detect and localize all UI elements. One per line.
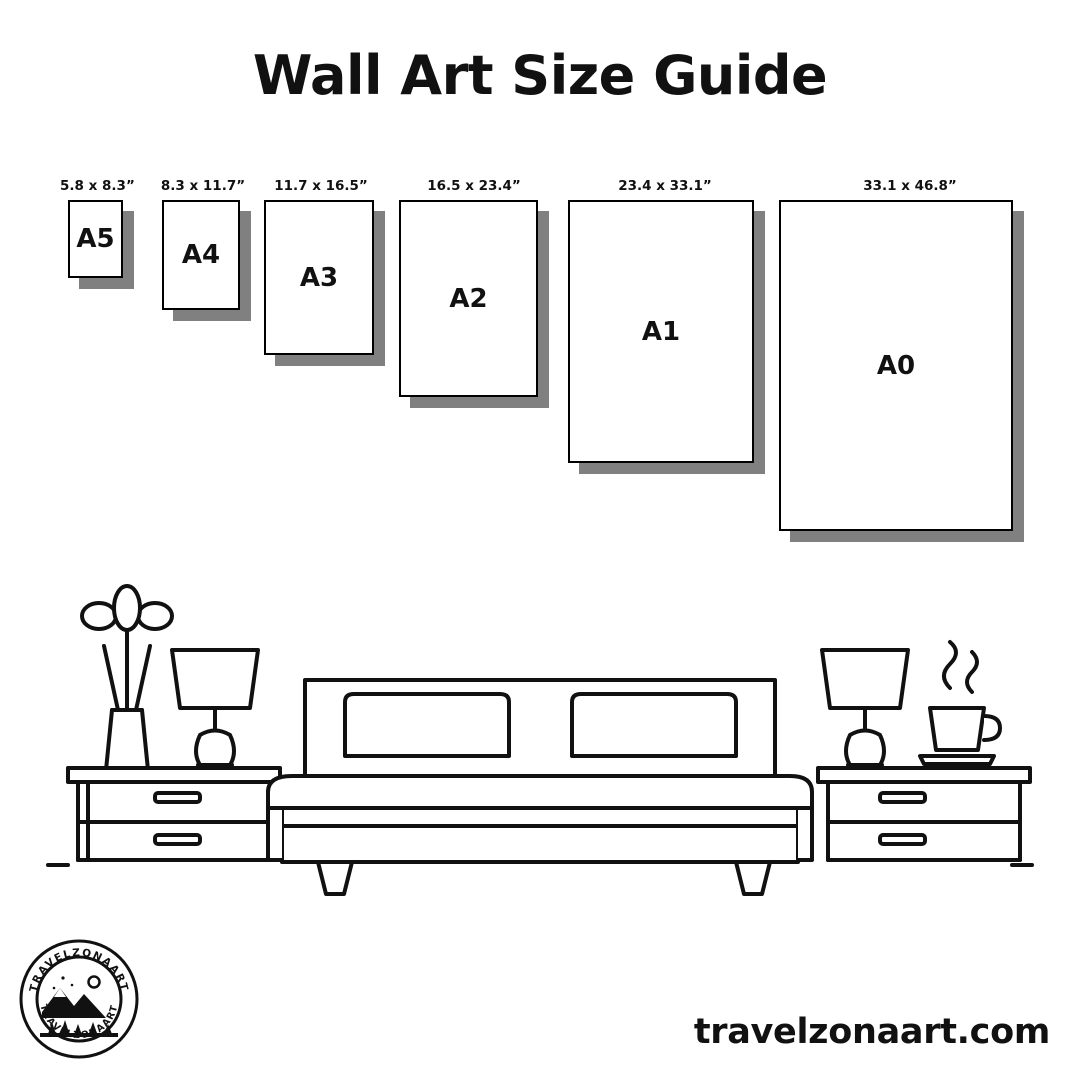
size-comparison-chart <box>0 160 1080 590</box>
frame-a2 <box>399 200 538 397</box>
frame-box-a5 <box>68 200 123 278</box>
size-dims-a2: 16.5 x 23.4” <box>427 178 521 194</box>
frame-box-a3 <box>264 200 374 355</box>
page-title: Wall Art Size Guide <box>252 44 828 107</box>
size-dims-a0: 33.1 x 46.8” <box>863 178 957 194</box>
left-table-lamp-icon <box>172 650 258 765</box>
frame-label-a1: A1 <box>641 316 681 347</box>
frame-a3 <box>264 200 374 355</box>
size-dims-a1: 23.4 x 33.1” <box>618 178 712 194</box>
frame-label-a3: A3 <box>299 262 339 293</box>
frame-a0 <box>779 200 1013 531</box>
site-url: travelzonaart.com <box>693 1012 1050 1052</box>
size-dims-a3: 11.7 x 16.5” <box>274 178 368 194</box>
frame-label-a0: A0 <box>876 350 916 381</box>
bed-icon <box>268 680 812 894</box>
coffee-cup-icon <box>920 642 1000 764</box>
frame-box-a4 <box>162 200 240 310</box>
right-nightstand-icon <box>818 768 1030 860</box>
frame-a1 <box>568 200 754 463</box>
frame-a4 <box>162 200 240 310</box>
frame-a5 <box>68 200 123 278</box>
right-table-lamp-icon <box>822 650 908 765</box>
frame-box-a0 <box>779 200 1013 531</box>
left-nightstand-icon <box>68 768 280 860</box>
frame-label-a2: A2 <box>449 283 488 314</box>
frame-label-a4: A4 <box>181 240 221 270</box>
size-dims-a5: 5.8 x 8.3” <box>60 178 135 194</box>
bedroom-illustration <box>0 560 1080 920</box>
logo-text-top: TRAVELZONAART <box>27 946 131 994</box>
plant-in-vase-icon <box>82 586 172 770</box>
frame-box-a2 <box>399 200 538 397</box>
frame-box-a1 <box>568 200 754 463</box>
size-dims-a4: 8.3 x 11.7” <box>160 178 246 194</box>
brand-logo <box>18 938 140 1060</box>
logo-text-bottom: TRAVELZONAART <box>37 1003 121 1042</box>
frame-label-a5: A5 <box>76 224 115 254</box>
